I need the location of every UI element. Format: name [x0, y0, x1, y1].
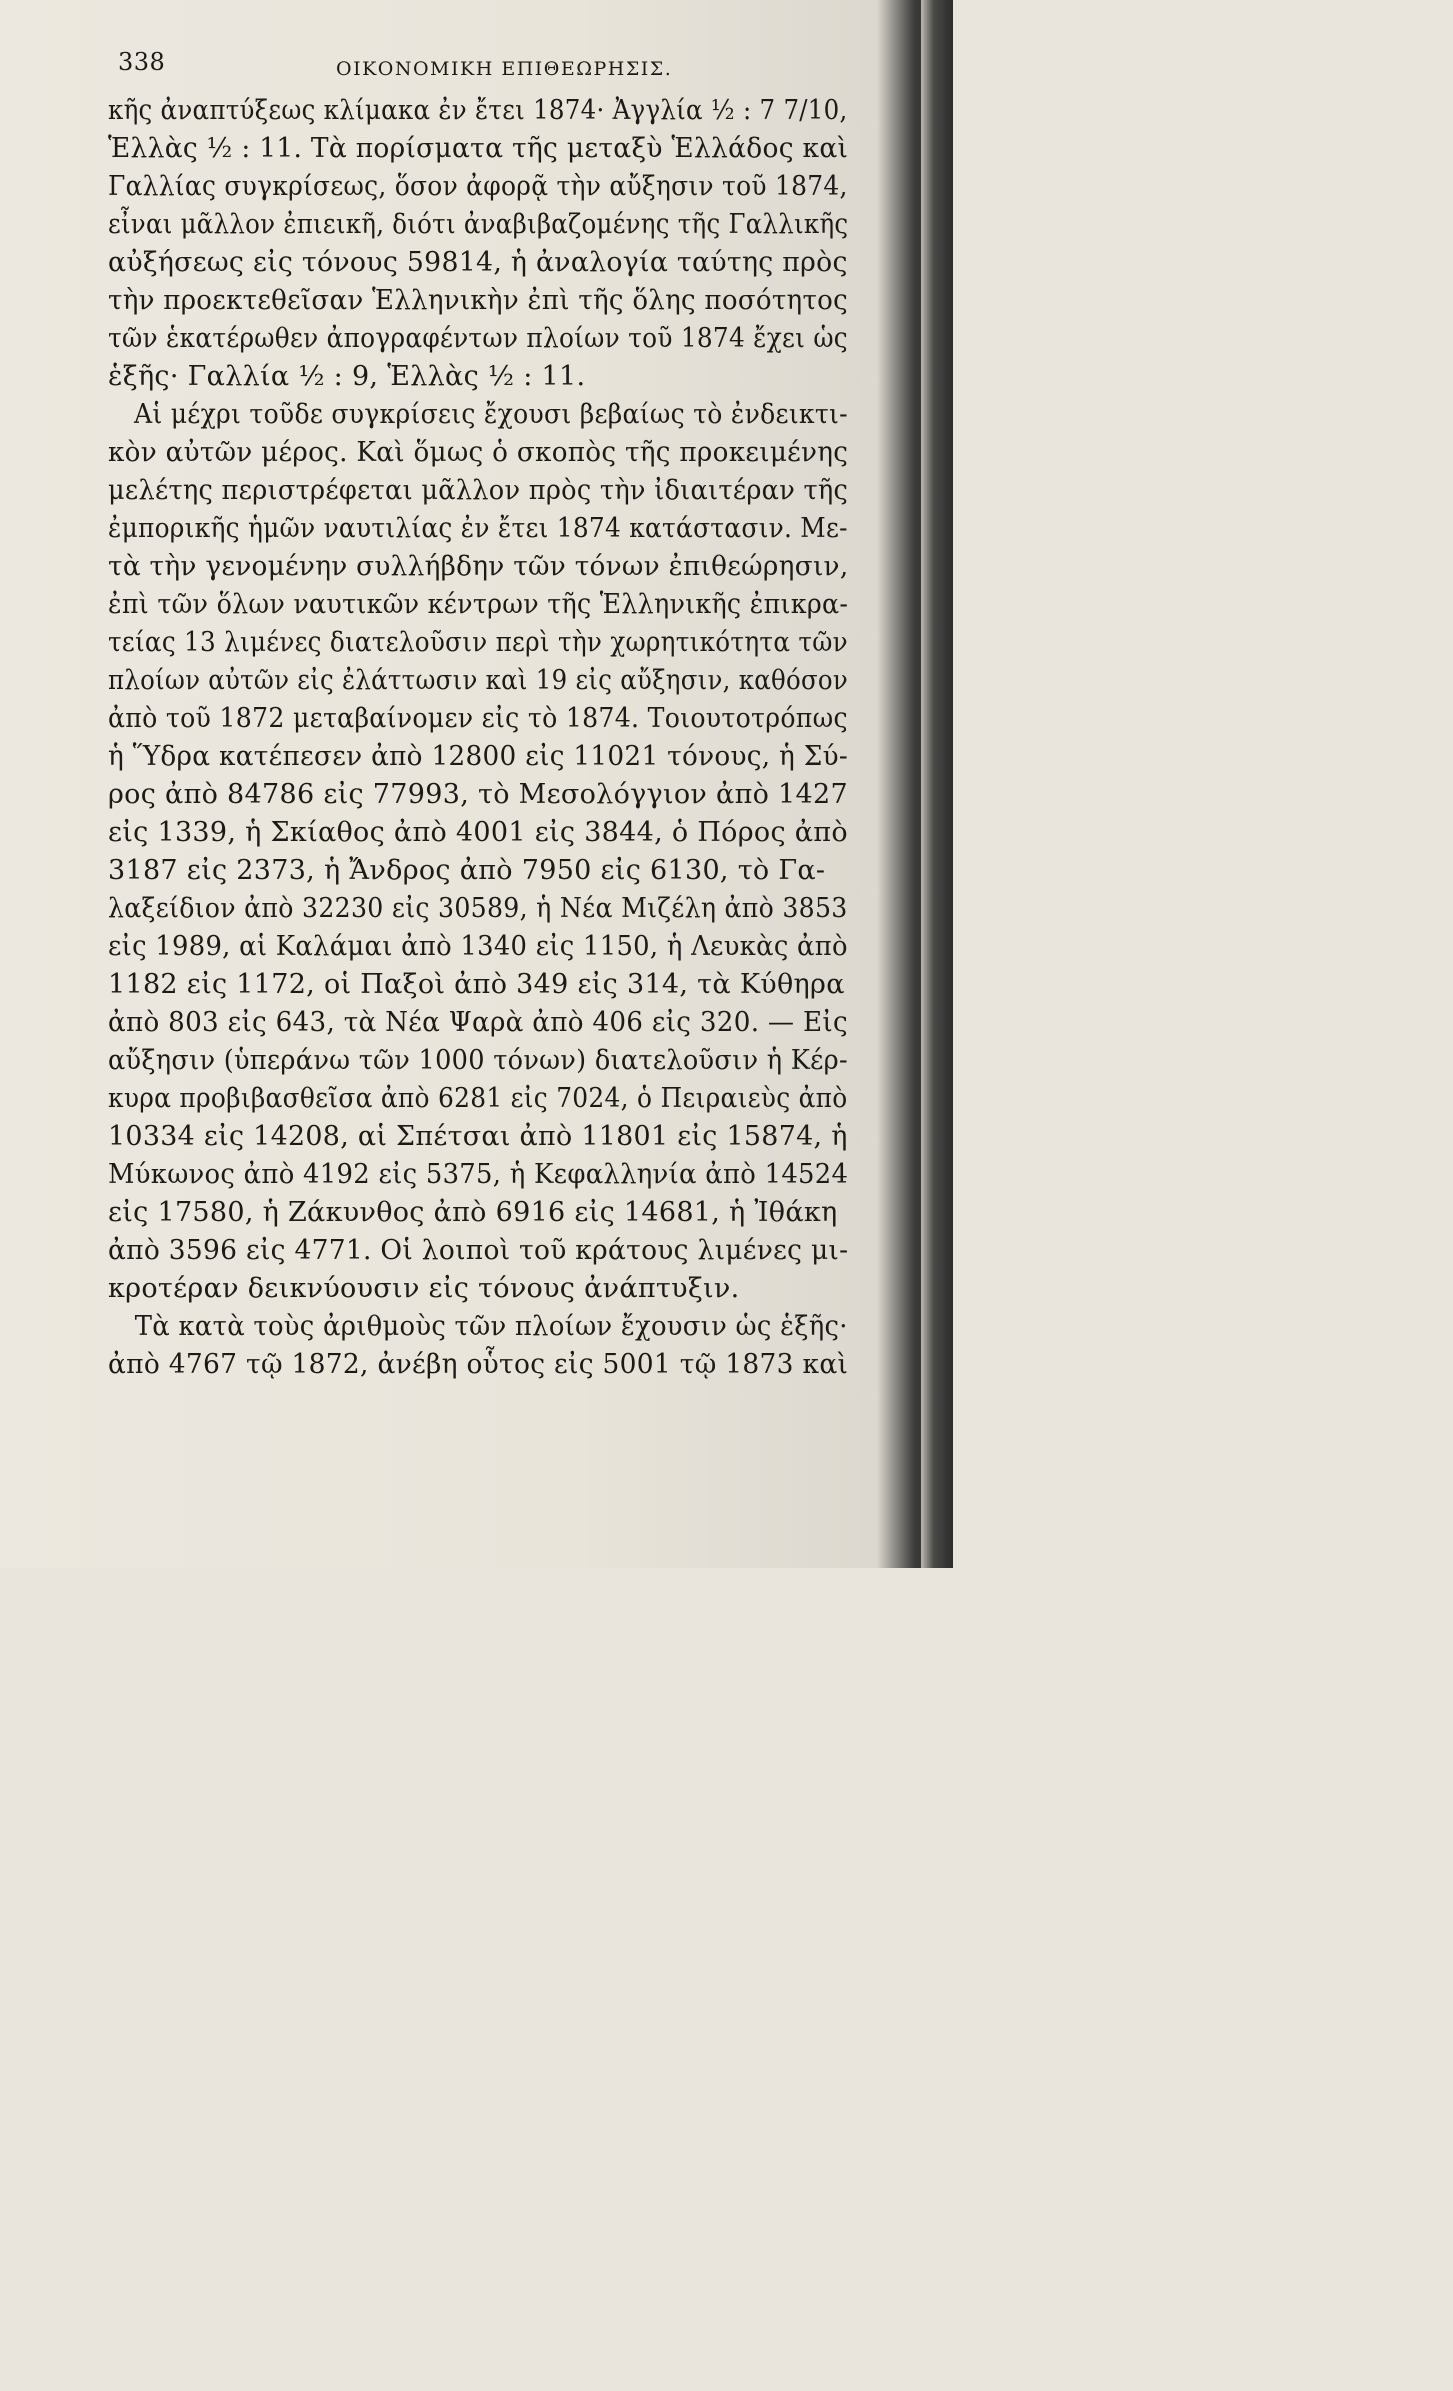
text-line: Μύκωνος ἀπὸ 4192 εἰς 5375, ἡ Κεφαλληνία ἀπὸ 14524: [108, 1159, 849, 1190]
text-line: 10334 εἰς 14208, αἱ Σπέτσαι ἀπὸ 11801 εἰς 15874, ἡ: [108, 1121, 848, 1152]
text-line: ἀπὸ τοῦ 1872 μεταβαίνομεν εἰς τὸ 1874. Τοιουτοτρόπως: [108, 703, 848, 734]
text-line: εἰς 1339, ἡ Σκίαθος ἀπὸ 4001 εἰς 3844, ὁ Πόρος ἀπὸ: [108, 817, 848, 848]
text-line: μελέτης περιστρέφεται μᾶλλον πρὸς τὴν ἰδιαιτέραν τῆς: [108, 475, 849, 506]
text-line: τὰ τὴν γενομένην συλλήβδην τῶν τόνων ἐπιθεώρησιν,: [108, 551, 849, 582]
text-line: ρος ἀπὸ 84786 εἰς 77993, τὸ Μεσολόγγιον ἀπὸ 1427: [108, 779, 848, 810]
text-line: αὐξήσεως εἰς τόνους 59814, ἡ ἀναλογία ταύτης πρὸς: [108, 247, 848, 278]
text-line: κροτέραν δεικνύουσιν εἰς τόνους ἀνάπτυξιν.: [108, 1273, 740, 1304]
page-header: [118, 48, 678, 88]
text-line: ἡ Ὕδρα κατέπεσεν ἀπὸ 12800 εἰς 11021 τόνους, ἡ Σύ-: [108, 741, 849, 772]
text-line: τὴν προεκτεθεῖσαν Ἑλληνικὴν ἐπὶ τῆς ὅλης ποσότητος: [108, 285, 849, 316]
text-line: τείας 13 λιμένες διατελοῦσιν περὶ τὴν χωρητικότητα τῶν: [108, 627, 848, 658]
text-line: πλοίων αὐτῶν εἰς ἐλάττωσιν καὶ 19 εἰς αὔξησιν, καθόσον: [108, 665, 848, 696]
text-line-indented: Αἱ μέχρι τοῦδε συγκρίσεις ἔχουσι βεβαίως τὸ ἐνδεικτι-: [133, 399, 848, 430]
text-line: ἀπὸ 3596 εἰς 4771. Οἱ λοιποὶ τοῦ κράτους λιμένες μι-: [108, 1235, 849, 1266]
text-line: κὸν αὐτῶν μέρος. Καὶ ὅμως ὁ σκοπὸς τῆς προκειμένης: [108, 437, 849, 468]
text-line: εἰς 17580, ἡ Ζάκυνθος ἀπὸ 6916 εἰς 14681, ἡ Ἰθάκη: [108, 1197, 838, 1228]
text-line: 1182 εἰς 1172, οἱ Παξοὶ ἀπὸ 349 εἰς 314, τὰ Κύθηρα: [108, 969, 845, 1000]
text-line: εἰς 1989, αἱ Καλάμαι ἀπὸ 1340 εἰς 1150, ἡ Λευκὰς ἀπὸ: [108, 931, 848, 962]
text-line: Ἑλλὰς ½ : 11. Τὰ πορίσματα τῆς μεταξὺ Ἑλλάδος καὶ: [108, 133, 849, 164]
book-page: [0, 0, 953, 1568]
text-line: ἀπὸ 803 εἰς 643, τὰ Νέα Ψαρὰ ἀπὸ 406 εἰς 320. — Εἰς: [108, 1007, 848, 1038]
running-title: ΟΙΚΟΝΟΜΙΚΗ ΕΠΙΘΕΩΡΗΣΙΣ.: [336, 58, 673, 80]
text-line: ἀπὸ 4767 τῷ 1872, ἀνέβη οὗτος εἰς 5001 τῷ 1873 καὶ: [108, 1349, 849, 1380]
text-line: ἑξῆς· Γαλλία ½ : 9, Ἑλλὰς ½ : 11.: [108, 361, 586, 392]
text-line: ἐπὶ τῶν ὅλων ναυτικῶν κέντρων τῆς Ἑλληνικῆς ἐπικρα-: [108, 589, 849, 620]
text-line: τῶν ἑκατέρωθεν ἀπογραφέντων πλοίων τοῦ 1874 ἔχει ὡς: [108, 323, 848, 354]
text-line: ἐμπορικῆς ἡμῶν ναυτιλίας ἐν ἔτει 1874 κατάστασιν. Με-: [108, 513, 848, 544]
text-line: Γαλλίας συγκρίσεως, ὅσον ἀφορᾷ τὴν αὔξησιν τοῦ 1874,: [108, 171, 848, 202]
book-spine-shadow: [921, 0, 953, 1568]
text-line: αὔξησιν (ὑπεράνω τῶν 1000 τόνων) διατελοῦσιν ἡ Κέρ-: [108, 1045, 848, 1076]
text-line: κυρα προβιβασθεῖσα ἀπὸ 6281 εἰς 7024, ὁ Πειραιεὺς ἀπὸ: [108, 1083, 848, 1114]
text-line: 3187 εἰς 2373, ἡ Ἄνδρος ἀπὸ 7950 εἰς 6130, τὸ Γα-: [108, 855, 826, 886]
page-number: 338: [118, 48, 166, 76]
body-text: [108, 92, 848, 1384]
text-line: λαξείδιον ἀπὸ 32230 εἰς 30589, ἡ Νέα Μιζέλη ἀπὸ 3853: [108, 893, 848, 924]
text-line: κῆς ἀναπτύξεως κλίμακα ἐν ἔτει 1874· Ἀγγλία ½ : 7 7/10,: [108, 95, 848, 126]
text-line: εἶναι μᾶλλον ἐπιεικῆ, διότι ἀναβιβαζομένης τῆς Γαλλικῆς: [108, 209, 849, 240]
text-line-indented: Τὰ κατὰ τοὺς ἀριθμοὺς τῶν πλοίων ἔχουσιν ὡς ἑξῆς·: [134, 1311, 848, 1342]
